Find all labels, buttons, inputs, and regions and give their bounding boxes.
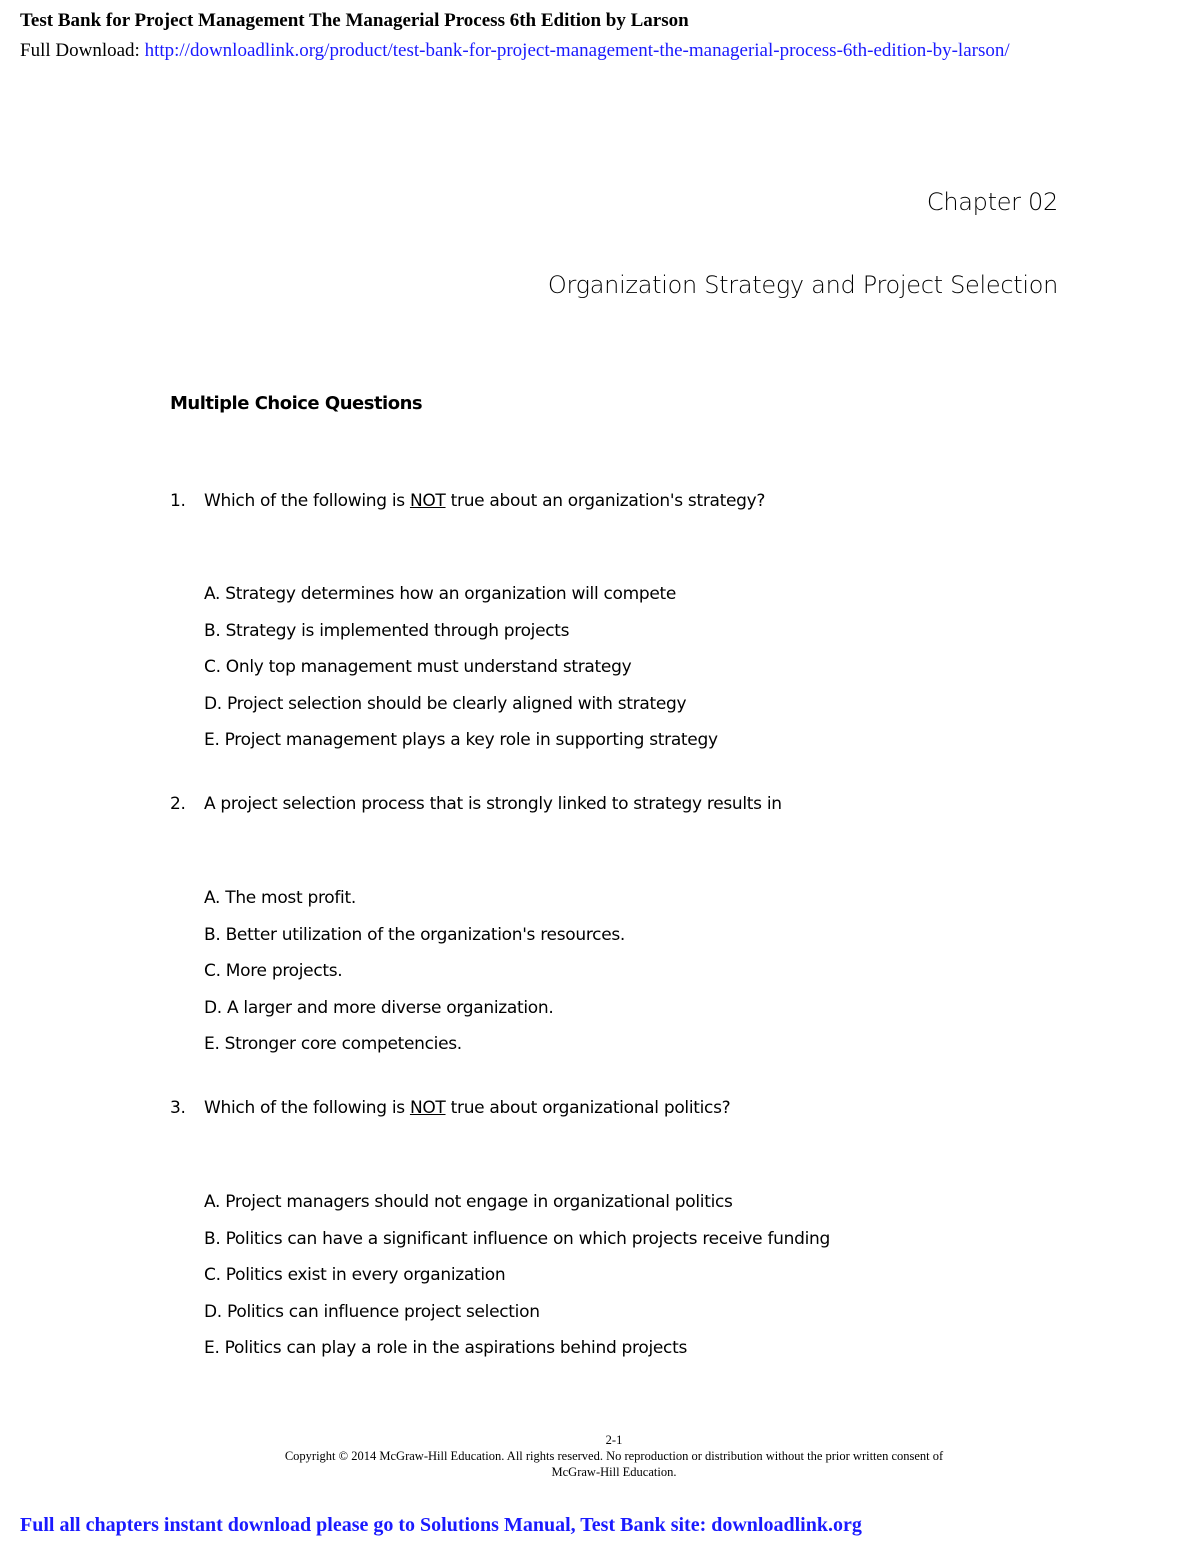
answer-options [170, 885, 625, 1068]
copyright-line: McGraw-Hill Education. [551, 1465, 677, 1479]
answer-options [170, 581, 718, 764]
question-item [170, 1095, 1070, 1358]
answer-option: C. More projects. [204, 961, 343, 981]
question-text-end: true about an organization's strategy? [445, 491, 766, 511]
question-text: Which of the following is [204, 1098, 410, 1118]
chapter-number: Chapter 02 [926, 188, 1058, 216]
download-label: Full Download: [20, 40, 145, 61]
answer-option: E. Politics can play a role in the aspirations behind projects [204, 1338, 688, 1358]
question-text: A project selection process that is strongly linked to strategy results in [204, 794, 782, 814]
question-item [170, 791, 1070, 1054]
answer-option: A. Project managers should not engage in organizational politics [204, 1192, 733, 1212]
question-text: Which of the following is [204, 491, 410, 511]
bottom-download-banner[interactable]: Full all chapters instant download please go to Solutions Manual, Test Bank site: downloadlink.org [20, 1514, 862, 1536]
answer-option: E. Stronger core competencies. [204, 1034, 462, 1054]
answer-option: A. Strategy determines how an organization will compete [204, 584, 677, 604]
answer-option: D. A larger and more diverse organization. [204, 997, 554, 1018]
question-emphasis: NOT [409, 491, 446, 511]
answer-option: E. Project management plays a key role in supporting strategy [204, 730, 718, 750]
answer-option: B. Politics can have a significant influence on which projects receive funding [204, 1228, 830, 1249]
answer-option: C. Politics exist in every organization [204, 1265, 506, 1285]
question-stem [170, 791, 1070, 817]
chapter-title: Organization Strategy and Project Selection [547, 271, 1058, 299]
section-heading: Multiple Choice Questions [170, 393, 423, 414]
question-number: 3. [170, 1098, 186, 1118]
answer-option: C. Only top management must understand strategy [204, 657, 632, 677]
question-text-end: true about organizational politics? [445, 1098, 731, 1118]
answer-option: B. Better utilization of the organization's resources. [204, 924, 626, 945]
answer-option: B. Strategy is implemented through projects [204, 620, 570, 641]
copyright-line: Copyright © 2014 McGraw-Hill Education. All rights reserved. No reproduction or distribution without the prior written consent of [284, 1449, 944, 1463]
page-number: 2-1 [605, 1433, 623, 1447]
question-number: 1. [170, 491, 186, 511]
page-footer [0, 1432, 1200, 1480]
document-header-title: Test Bank for Project Management The Managerial Process 6th Edition by Larson [20, 10, 689, 31]
answer-option: A. The most profit. [204, 888, 356, 908]
question-emphasis: NOT [409, 1098, 446, 1118]
answer-option: D. Politics can influence project selection [204, 1301, 540, 1322]
question-number: 2. [170, 794, 186, 814]
question-stem [170, 1095, 1070, 1121]
answer-option: D. Project selection should be clearly aligned with strategy [204, 693, 687, 714]
question-stem [170, 488, 1070, 514]
answer-options [170, 1189, 830, 1372]
question-item [170, 488, 1070, 750]
download-link[interactable]: http://downloadlink.org/product/test-bank-for-project-management-the-managerial-process-6th-edition-by-larson/ [144, 40, 1010, 61]
download-line [20, 40, 1010, 62]
